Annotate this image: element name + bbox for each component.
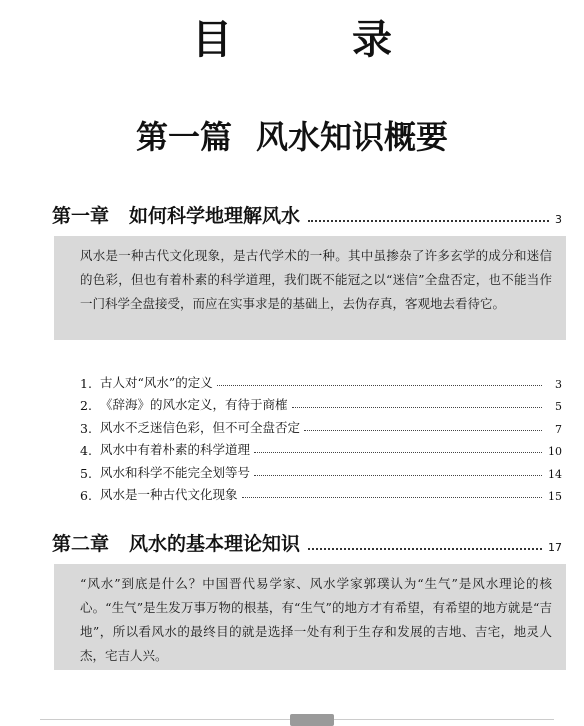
dot-leader (217, 385, 542, 386)
chapter-1-entry[interactable] (52, 198, 562, 228)
toc-item-label: 《辞海》的风水定义，有待于商榷 (100, 397, 288, 412)
chapter-title: 如何科学地理解风水 (129, 205, 301, 227)
toc-item[interactable] (80, 458, 562, 481)
part-title-text: 风水知识概要 (256, 118, 449, 156)
toc-item-label: 风水是一种古代文化现象 (100, 487, 238, 502)
chapter-2-entry[interactable] (52, 526, 562, 556)
dot-leader (242, 497, 542, 498)
toc-item-number: 5. (80, 465, 92, 481)
toc-item-label: 风水不乏迷信色彩，但不可全盘否定 (100, 419, 301, 435)
toc-item-page: 5 (555, 400, 562, 413)
toc-item[interactable] (80, 481, 562, 504)
toc-item-label: 古人对“风水”的定义 (100, 374, 213, 390)
toc-item-page: 10 (548, 445, 562, 458)
toc-item-page: 14 (548, 467, 562, 481)
chapter-1-section-list (80, 368, 562, 503)
part-heading (0, 112, 584, 158)
toc-item-number: 3. (80, 420, 92, 436)
dot-leader (254, 452, 542, 453)
toc-item-page: 15 (548, 490, 562, 503)
chapter-number: 第二章 (52, 533, 110, 555)
dot-leader (308, 548, 542, 550)
toc-item-number: 2. (80, 398, 92, 413)
part-number: 第一篇 (135, 118, 232, 156)
dot-leader (292, 407, 542, 408)
toc-item[interactable] (80, 368, 562, 391)
dot-leader (254, 475, 542, 476)
toc-item-label: 风水和科学不能完全划等号 (100, 464, 251, 480)
toc-item-page: 7 (555, 422, 562, 436)
toc-item[interactable] (80, 436, 562, 459)
page-title: 目 录 (192, 17, 432, 63)
toc-item-number: 6. (80, 488, 92, 503)
page-number-tab (290, 714, 334, 726)
dot-leader (304, 430, 542, 431)
toc-item-number: 1. (80, 375, 92, 391)
toc-item[interactable] (80, 391, 562, 414)
toc-item[interactable] (80, 413, 562, 436)
chapter-number: 第一章 (52, 205, 110, 227)
dot-leader (308, 220, 549, 222)
toc-item-page: 3 (555, 377, 562, 391)
chapter-title: 风水的基本理论知识 (129, 533, 301, 555)
toc-item-label: 风水中有着朴素的科学道理 (100, 442, 251, 457)
chapter-page-number: 3 (555, 213, 562, 226)
chapter-1-summary: 风水是一种古代文化现象，是古代学术的一种。其中虽掺杂了许多玄学的成分和迷信的色彩，但也有着朴素的科学道理，我们既不能冠之以“迷信”全盘否定，也不能当作一门科学全盘接受，而应在实事求是的基础上，去伪存真，客观地去看待它。 (54, 236, 566, 340)
chapter-page-number: 17 (548, 541, 562, 554)
chapter-2-summary: “风水”到底是什么？中国晋代易学家、风水学家郭璞认为“生气”是风水理论的核心。“生气”是生发万事万物的根基，有“生气”的地方才有希望，有希望的地方就是“吉地”，所以看风水的最终目的就是选择一处有利于生存和发展的吉地、吉宅，地灵人杰，宅吉人兴。 (54, 564, 566, 670)
toc-item-number: 4. (80, 443, 92, 458)
